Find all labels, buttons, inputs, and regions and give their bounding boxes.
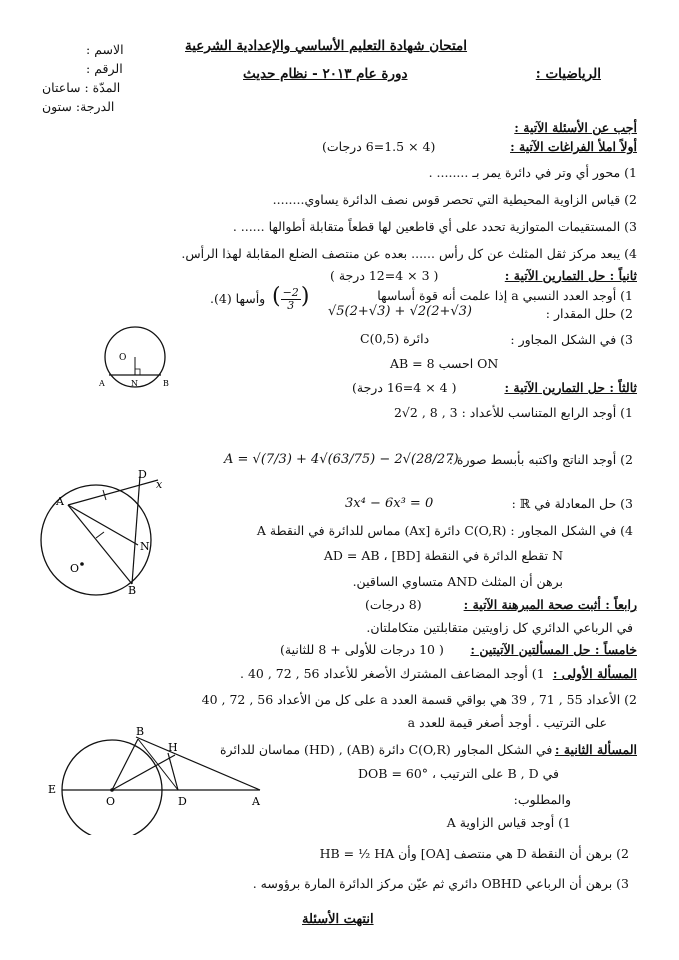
fraction-neg2-3: ( $\frac{-2}{3}$ ) — [272, 284, 310, 312]
fig2-label-d: D — [138, 468, 147, 481]
fig2-label-a: A — [56, 495, 64, 508]
fig3-label-e: E — [48, 783, 57, 796]
problem2-item2: 2) برهن أن النقطة D هي منتصف [OA] وأن HB = ½ HA — [319, 846, 629, 861]
section4-points: (8 درجات) — [365, 597, 422, 612]
exam-subject: الرياضيات : — [535, 66, 601, 82]
fig3-label-d: D — [178, 795, 187, 808]
section3-item3-expr: 3x⁴ − 6x³ = 0 — [345, 496, 434, 511]
name-label: الاسم — [94, 42, 124, 57]
end-of-questions: انتهت الأسئلة — [302, 912, 374, 927]
section3-item2-expr: A = √(7/3) + 4√(63/75) − 2√(28/27) — [224, 452, 459, 467]
section2-item1: 1) أوجد العدد النسبي a إذا علمت أنه قوة أساسها — [377, 288, 633, 303]
fig3-label-h: H — [168, 741, 178, 754]
section3-item1: 1) أوجد الرابع المتناسب للأعداد : 3 , 8 , 2√2 — [393, 405, 633, 420]
section5-title: خامساً : حل المسألتين الآتيتين : — [470, 642, 637, 657]
problem2-text2: في B , D على الترتيب ، DOB = 60° — [358, 766, 559, 781]
exam-session: دورة عام ٢٠١٣ - نظام حديث — [243, 66, 408, 82]
section2-title: ثانياً : حل التمارين الآتية : — [504, 268, 637, 283]
section2-item2-expr: √5(2+√3) + √2(2+√3) — [328, 304, 472, 319]
fig1-label-b: B — [163, 379, 169, 388]
problem2-item3: 3) برهن أن الرباعي OBHD دائري ثم عيّن مركز الدائرة المارة برؤوسه . — [252, 876, 629, 891]
fig2-label-x: x — [156, 478, 163, 491]
section2-item3-b: دائرة C(0,5) — [360, 331, 430, 346]
section5-points: ( 10 درجات للأولى + 8 للثانية) — [280, 642, 444, 657]
problem1-item1: 1) أوجد المضاعف المشترك الأصغر للأعداد 56 , 72 , 40 . — [240, 666, 545, 681]
intro-text: أجب عن الأسئلة الآتية : — [514, 120, 637, 135]
fig3-label-o: O — [106, 795, 116, 808]
figure2-tangent-circle — [28, 460, 178, 600]
fig2-label-n: N — [140, 540, 150, 553]
section2-item2: 2) حلل المقدار : — [545, 306, 633, 321]
section1-points: (4 × 1.5=6 درجات) — [322, 139, 436, 154]
section1-title: أولاً املأ الفراغات الآتية : — [510, 139, 637, 154]
duration-label: المدّة : ساعتان — [42, 80, 121, 95]
problem1-item2-b: على الترتيب . أوجد أصغر قيمة للعدد a — [407, 715, 607, 730]
section2-item3-c: ON احسب AB = 8 — [390, 356, 499, 371]
section3-item4-b: N تقطع الدائرة في النقطة [BD] ، AD = AB — [323, 548, 563, 563]
fig2-label-o: O — [70, 562, 80, 575]
fig1-label-a: A — [99, 379, 105, 388]
grade-label: الدرجة: ستون — [42, 99, 115, 114]
fig3-label-a: A — [252, 795, 260, 808]
section1-item4: 4) يبعد مركز ثقل المثلث عن كل رأس ...... بعده عن منتصف الضلع المقابلة لهذا الرأس. — [181, 246, 637, 261]
section2-points: ( 3 × 4=12 درجة ) — [330, 268, 439, 283]
problem2-text3: والمطلوب: — [513, 792, 571, 807]
problem2-title: المسألة الثانية : — [554, 742, 637, 757]
fig3-label-b: B — [136, 725, 145, 738]
exam-title: امتحان شهادة التعليم الأساسي والإعدادية الشرعية — [185, 38, 468, 54]
problem1-title: المسألة الأولى : — [552, 666, 637, 681]
section3-points: ( 4 × 4=16 درجة) — [352, 380, 457, 395]
section1-item1: 1) محور أي وتر في دائرة يمر بـ ........ . — [428, 165, 637, 180]
section3-item4: 4) في الشكل المجاور : C(O,R) دائرة [Ax) مماس للدائرة في النقطة A — [256, 523, 633, 538]
problem2-text: في الشكل المجاور C(O,R) دائرة (AB) , (HD) مماسان للدائرة — [220, 742, 553, 757]
number-label: الرقم — [94, 61, 123, 76]
section4-title: رابعاً : أثبت صحة المبرهنة الآتية : — [463, 597, 637, 612]
problem2-item1: 1) أوجد قياس الزاوية A — [446, 815, 571, 830]
figure3-tangents-circle — [40, 725, 270, 835]
section1-item3: 3) المستقيمات المتوازية تحدد على أي قاطعين لها قطعاً متقابلة أطوالها ...... . — [232, 219, 637, 234]
fig2-label-b: B — [128, 584, 137, 597]
problem1-item2: 2) الأعداد 55 , 71 , 39 هي بواقي قسمة العدد a على كل من الأعداد 56 , 72 , 40 — [201, 692, 637, 707]
section4-text: في الرباعي الدائري كل زاويتين متقابلتين متكاملتان. — [366, 620, 633, 635]
section1-item2: 2) قياس الزاوية المحيطية التي تحصر قوس نصف الدائرة يساوي........ — [272, 192, 637, 207]
section3-title: ثالثاً : حل التمارين الآتية : — [504, 380, 637, 395]
section3-item2: 2) أوجد الناتج واكتبه بأبسط صورة : — [448, 452, 633, 467]
exam-page: امتحان شهادة التعليم الأساسي والإعدادية الشرعية دورة عام ٢٠١٣ - نظام حديث الرياضيات : الاسم : الرقم : المدّة : ساعتان الدرجة: ستون أجب عن الأسئلة الآتية : أولاً املأ الفراغات الآتية : (4 × 1.5=6 درجات) 1) محور أي وتر في دائرة يمر بـ ........ . 2) قياس الزاوية المحيطية التي تحصر قوس نصف الدائرة يساوي........ 3) المستقيمات المتوازية تحدد على أي قاطعين لها قطعاً متقابلة أطوالها ...... . 4) يبعد مركز ثقل المثلث عن كل رأس ...... بعده عن منتصف الضلع المقابلة لهذا الرأس. ثانياً : حل التمارين الآتية : ( 3 × 4=12 درجة ) 1) أوجد العدد النسبي a إذا علمت أنه قوة أساسها ( $\frac{-2}{3}$ ) وأسها (4). 2) حلل المقدار : √5(2+√3) + √2(2+√3) 3) في الشكل المجاور : دائرة C(0,5) ON احسب AB = 8 O A N B ثالثاً : حل التمارين الآتية : ( 4 × 4=16 درجة) 1) أوجد الرابع المتناسب للأعداد : 3 , 8 , 2√2 2) أوجد الناتج واكتبه بأبسط صورة : A = √(7/3) + 4√(63/75) − 2√(28/27) 3) حل المعادلة في ℝ : 3x⁴ − 6x³ = 0 4) في الشكل المجاور : C(O,R) دائرة [Ax) مماس للدائرة في النقطة A N تقطع الدائرة في النقطة [BD] ، AD = AB برهن أن المثلث AND متساوي الساقين. D x A N O B رابعاً : أثبت صحة المبرهنة الآتية : (8 درجات) في الرباعي الدائري كل زاويتين متقابلتين متكاملتان. خامساً : حل المسألتين الآتيتين : ( 10 درجات للأولى + 8 للثانية) المسألة الأولى : 1) أوجد المضاعف المشترك الأصغر للأعداد 56 , 72 , 40 . 2) الأعداد 55 , 71 , 39 هي بواقي قسمة العدد a على كل من الأعداد 56 , 72 , 40 على الترتيب . أوجد أصغر قيمة للعدد a المسألة الثانية : في الشكل المجاور C(O,R) دائرة (AB) , (HD) مماسان للدائرة في B , D على الترتيب ، DOB = 60° والمطلوب: 1) أوجد قياس الزاوية A 2) برهن أن النقطة D هي منتصف [OA] وأن HB = ½ HA 3) برهن أن الرباعي OBHD دائري ثم عيّن مركز الدائرة المارة برؤوسه . B H E O D A انتهت الأسئلة — [0, 0, 679, 960]
section2-item3: 3) في الشكل المجاور : — [510, 332, 633, 347]
section3-item3: 3) حل المعادلة في ℝ : — [511, 496, 633, 511]
figure1-circle — [95, 320, 185, 400]
fig1-label-n: N — [131, 379, 138, 388]
section2-item1-b: وأسها (4). — [210, 291, 266, 306]
fig1-label-o: O — [119, 353, 127, 363]
section3-item4-c: برهن أن المثلث AND متساوي الساقين. — [352, 574, 563, 589]
